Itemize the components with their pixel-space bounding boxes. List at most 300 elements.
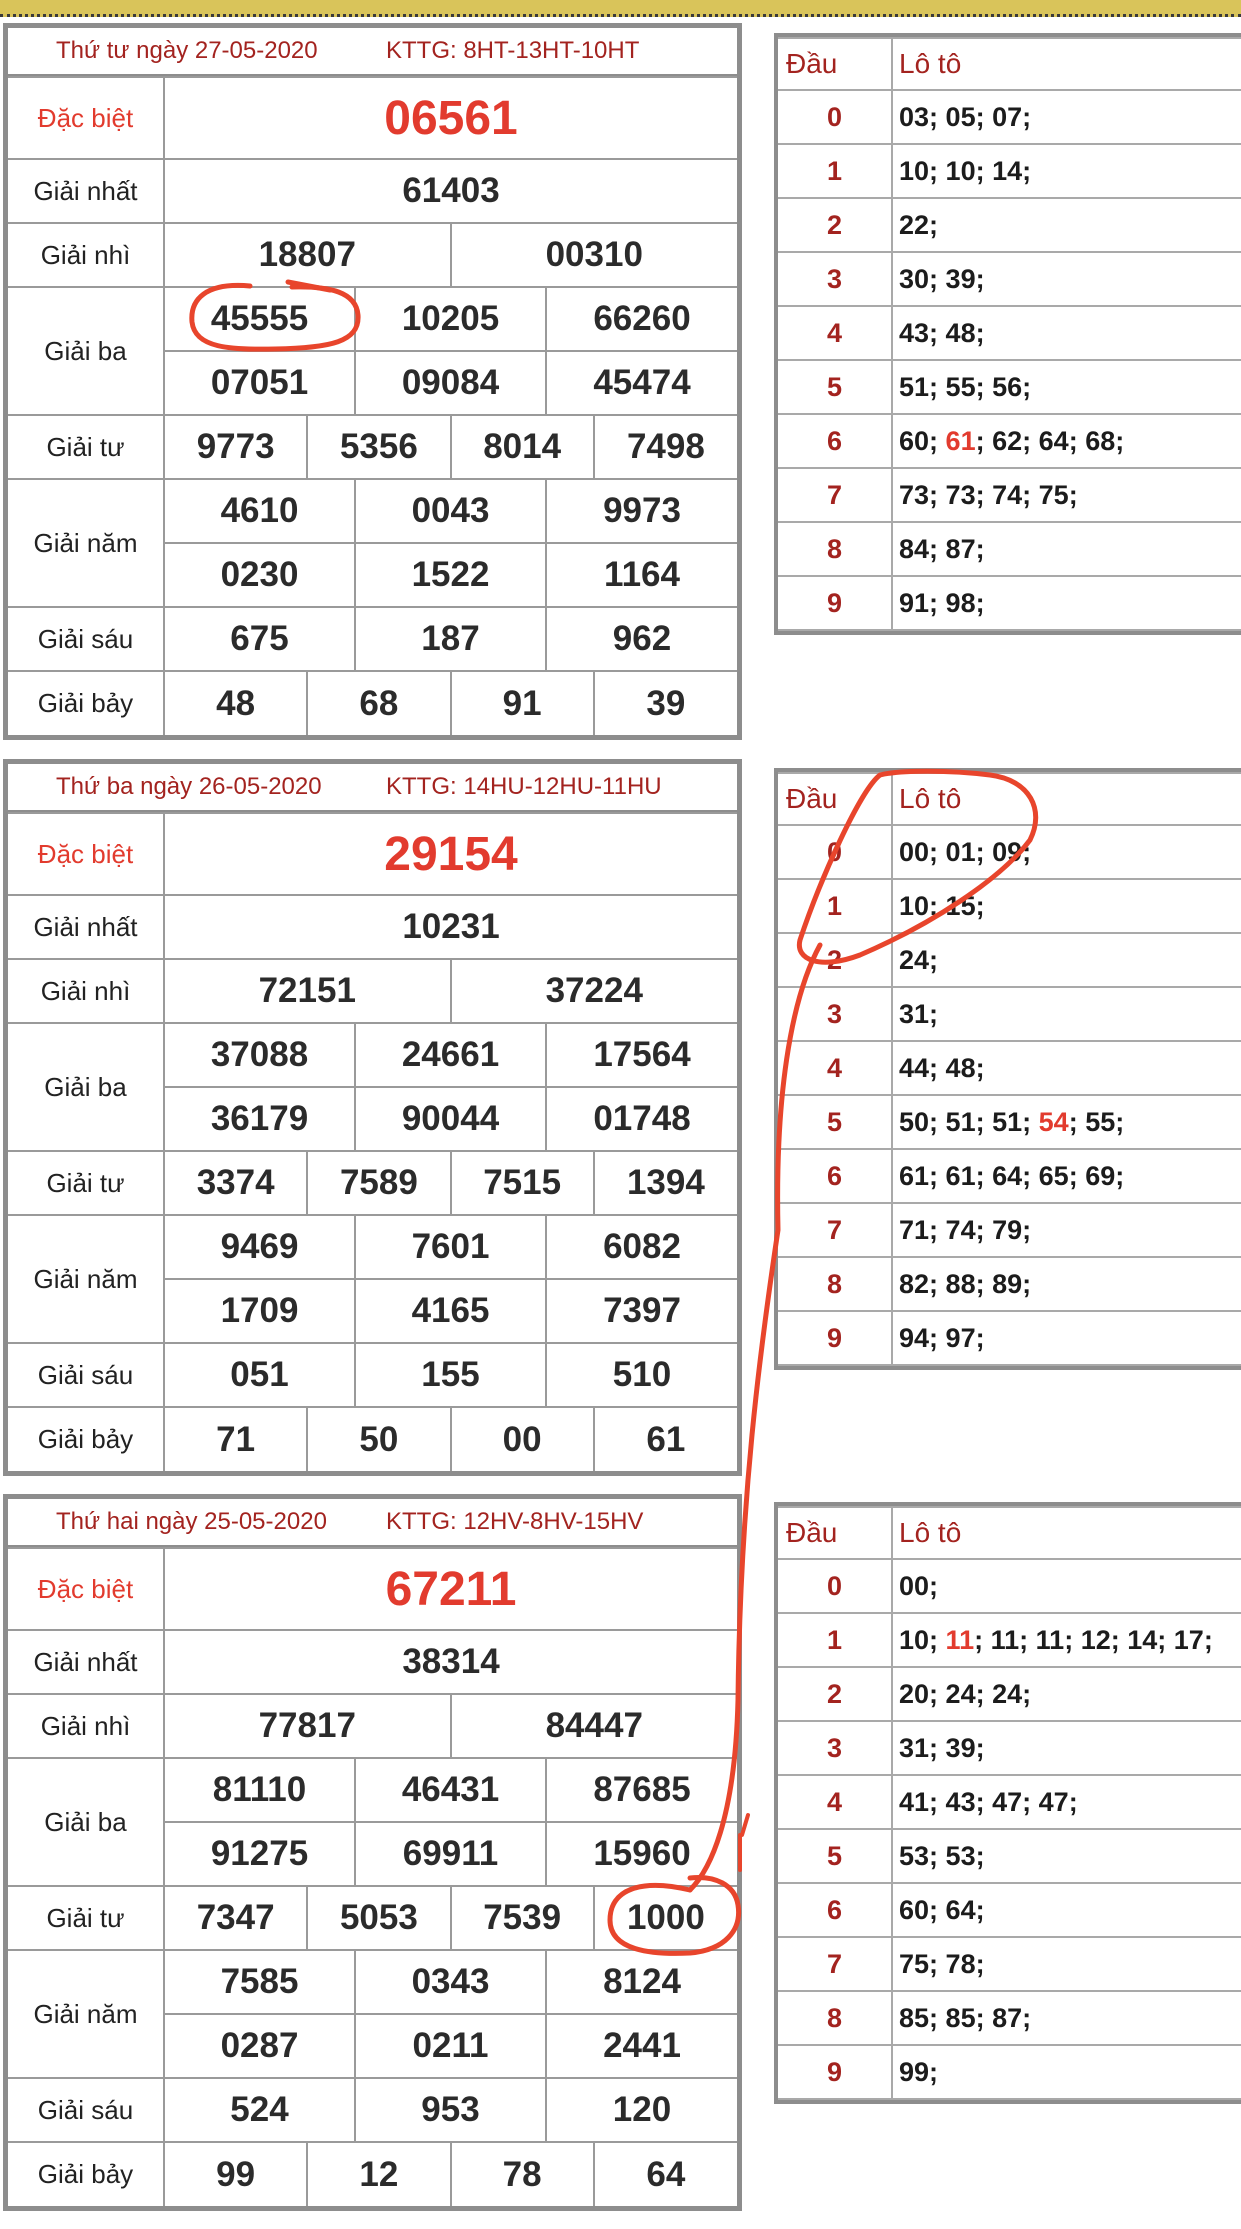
row-giai-sau xyxy=(8,2078,737,2142)
prize-giai-sau: 962 xyxy=(546,607,737,671)
prize-giai-sau: 524 xyxy=(164,2078,355,2142)
dau-header: Đầu xyxy=(778,1507,892,1559)
loto-number: 39 xyxy=(945,263,976,294)
loto-number: 01 xyxy=(945,836,976,867)
loto-number: 15 xyxy=(945,890,976,921)
loto-number: 87 xyxy=(945,533,976,564)
loto-numbers: 30; 39; xyxy=(892,252,1241,306)
label-giai-bay: Giải bảy xyxy=(8,2142,164,2206)
draw-date: Thứ hai ngày 25-05-2020 xyxy=(56,1508,327,1535)
prize-giai-ba: 87685 xyxy=(546,1758,737,1822)
row-giai-sau xyxy=(8,607,737,671)
dau-digit: 5 xyxy=(778,1095,892,1149)
loto-number: 24 xyxy=(899,944,930,975)
loto-number: 43 xyxy=(899,317,930,348)
prize-giai-nam: 0287 xyxy=(164,2014,355,2078)
prize-dac-biet: 67211 xyxy=(164,1548,737,1630)
loto-header-row xyxy=(778,38,1241,90)
label-giai-nhi: Giải nhì xyxy=(8,1694,164,1758)
dau-header: Đầu xyxy=(778,38,892,90)
label-giai-nhi: Giải nhì xyxy=(8,959,164,1023)
loto-number: 10 xyxy=(945,155,976,186)
loto-number: 53 xyxy=(945,1840,976,1871)
loto-numbers: 41; 43; 47; 47; xyxy=(892,1775,1241,1829)
loto-row xyxy=(778,1667,1241,1721)
dau-digit: 2 xyxy=(778,1667,892,1721)
loto-numbers: 31; xyxy=(892,987,1241,1041)
loto-number: 97 xyxy=(945,1322,976,1353)
dau-digit: 3 xyxy=(778,1721,892,1775)
loto-number: 17 xyxy=(1173,1624,1204,1655)
loto-number: 39 xyxy=(945,1732,976,1763)
loto-numbers: 43; 48; xyxy=(892,306,1241,360)
loto-number: 11 xyxy=(945,1624,975,1655)
prize-giai-sau: 120 xyxy=(546,2078,737,2142)
loto-row xyxy=(778,576,1241,630)
loto-numbers: 44; 48; xyxy=(892,1041,1241,1095)
loto-numbers: 10; 11; 11; 11; 12; 14; 17; xyxy=(892,1613,1241,1667)
prize-giai-tu: 7539 xyxy=(451,1886,594,1950)
loto-number: 44 xyxy=(899,1052,930,1083)
loto-number: 48 xyxy=(945,317,976,348)
loto-row xyxy=(778,1883,1241,1937)
prize-dac-biet: 29154 xyxy=(164,813,737,895)
prize-giai-nam: 4165 xyxy=(355,1279,546,1343)
loto-number: 78 xyxy=(945,1948,976,1979)
loto-row xyxy=(778,1149,1241,1203)
dau-digit: 9 xyxy=(778,2045,892,2099)
label-giai-bay: Giải bảy xyxy=(8,671,164,735)
loto-row xyxy=(778,987,1241,1041)
loto-numbers: 53; 53; xyxy=(892,1829,1241,1883)
loto-number: 88 xyxy=(945,1268,976,1299)
loto-number: 14 xyxy=(992,155,1023,186)
dau-digit: 5 xyxy=(778,360,892,414)
loto-number: 30 xyxy=(899,263,930,294)
prize-giai-nhat: 61403 xyxy=(164,159,737,223)
loto-number: 69 xyxy=(1085,1160,1116,1191)
label-giai-sau: Giải sáu xyxy=(8,2078,164,2142)
prize-giai-ba: 69911 xyxy=(355,1822,546,1886)
prize-giai-ba: 10205 xyxy=(355,287,546,351)
dau-digit: 6 xyxy=(778,1149,892,1203)
row-giai-ba xyxy=(8,1758,737,1822)
kttg-code: KTTG: 12HV-8HV-15HV xyxy=(386,1508,644,1535)
loto-numbers: 60; 64; xyxy=(892,1883,1241,1937)
prize-giai-bay: 71 xyxy=(164,1407,307,1471)
loto-row xyxy=(778,1721,1241,1775)
row-giai-tu xyxy=(8,1151,737,1215)
loto-numbers: 94; 97; xyxy=(892,1311,1241,1365)
loto-number: 73 xyxy=(899,479,930,510)
loto-number: 51 xyxy=(945,1106,976,1137)
prize-giai-nam: 0211 xyxy=(355,2014,546,2078)
loto-number: 14 xyxy=(1127,1624,1158,1655)
loto-row xyxy=(778,879,1241,933)
loto-numbers: 22; xyxy=(892,198,1241,252)
loto-header: Lô tô xyxy=(892,773,1241,825)
prize-giai-nam: 4610 xyxy=(164,479,355,543)
loto-number: 68 xyxy=(1085,425,1116,456)
loto-row xyxy=(778,1257,1241,1311)
loto-header-row xyxy=(778,773,1241,825)
loto-number: 61 xyxy=(945,425,976,456)
loto-header: Lô tô xyxy=(892,1507,1241,1559)
loto-number: 11 xyxy=(1035,1624,1065,1655)
prize-giai-ba: 01748 xyxy=(546,1087,737,1151)
prize-giai-nhi: 18807 xyxy=(164,223,451,287)
loto-number: 51 xyxy=(899,371,930,402)
prize-giai-nhi: 77817 xyxy=(164,1694,451,1758)
prize-giai-nam: 1522 xyxy=(355,543,546,607)
loto-table-day-1 xyxy=(774,33,1241,635)
loto-row xyxy=(778,1829,1241,1883)
results-table-day-3 xyxy=(3,1494,742,2211)
row-giai-nhi xyxy=(8,223,737,287)
dau-digit: 8 xyxy=(778,522,892,576)
label-giai-nam: Giải năm xyxy=(8,1215,164,1343)
loto-number: 20 xyxy=(899,1678,930,1709)
prize-giai-tu: 3374 xyxy=(164,1151,307,1215)
loto-number: 11 xyxy=(990,1624,1020,1655)
label-giai-ba: Giải ba xyxy=(8,1023,164,1151)
prize-giai-nam: 0343 xyxy=(355,1950,546,2014)
results-header xyxy=(8,28,737,76)
prize-giai-tu: 7515 xyxy=(451,1151,594,1215)
dau-digit: 7 xyxy=(778,468,892,522)
loto-number: 91 xyxy=(899,587,930,618)
loto-numbers: 73; 73; 74; 75; xyxy=(892,468,1241,522)
loto-numbers: 00; 01; 09; xyxy=(892,825,1241,879)
dau-digit: 2 xyxy=(778,198,892,252)
loto-number: 82 xyxy=(899,1268,930,1299)
loto-numbers: 50; 51; 51; 54; 55; xyxy=(892,1095,1241,1149)
prize-giai-ba: 46431 xyxy=(355,1758,546,1822)
loto-number: 47 xyxy=(992,1786,1023,1817)
loto-number: 79 xyxy=(992,1214,1023,1245)
loto-number: 55 xyxy=(945,371,976,402)
prize-giai-nhi: 00310 xyxy=(451,223,738,287)
loto-numbers: 60; 61; 62; 64; 68; xyxy=(892,414,1241,468)
prize-giai-ba: 24661 xyxy=(355,1023,546,1087)
results-header xyxy=(8,1499,737,1547)
prize-giai-ba: 09084 xyxy=(355,351,546,415)
loto-row xyxy=(778,252,1241,306)
prize-giai-ba: 15960 xyxy=(546,1822,737,1886)
loto-number: 24 xyxy=(992,1678,1023,1709)
prize-grid xyxy=(8,1547,737,2206)
prize-giai-nam: 7397 xyxy=(546,1279,737,1343)
prize-giai-ba: 91275 xyxy=(164,1822,355,1886)
label-giai-bay: Giải bảy xyxy=(8,1407,164,1471)
prize-giai-bay: 64 xyxy=(594,2142,737,2206)
loto-number: 60 xyxy=(899,1894,930,1925)
loto-number: 98 xyxy=(945,587,976,618)
row-giai-ba xyxy=(8,287,737,351)
dau-digit: 6 xyxy=(778,1883,892,1937)
prize-giai-bay: 68 xyxy=(307,671,450,735)
loto-number: 48 xyxy=(945,1052,976,1083)
kttg-code: KTTG: 14HU-12HU-11HU xyxy=(386,773,662,800)
prize-giai-ba: 81110 xyxy=(164,1758,355,1822)
loto-numbers: 84; 87; xyxy=(892,522,1241,576)
loto-row xyxy=(778,306,1241,360)
loto-number: 94 xyxy=(899,1322,930,1353)
loto-row xyxy=(778,1991,1241,2045)
loto-number: 55 xyxy=(1085,1106,1116,1137)
prize-grid xyxy=(8,76,737,735)
row-giai-tu xyxy=(8,415,737,479)
loto-numbers: 91; 98; xyxy=(892,576,1241,630)
label-giai-nhi: Giải nhì xyxy=(8,223,164,287)
loto-number: 50 xyxy=(899,1106,930,1137)
dau-digit: 4 xyxy=(778,306,892,360)
loto-number: 10 xyxy=(899,155,930,186)
loto-number: 31 xyxy=(899,1732,930,1763)
loto-row xyxy=(778,1095,1241,1149)
label-giai-nam: Giải năm xyxy=(8,1950,164,2078)
label-dac-biet: Đặc biệt xyxy=(8,813,164,895)
loto-numbers: 71; 74; 79; xyxy=(892,1203,1241,1257)
dau-digit: 5 xyxy=(778,1829,892,1883)
label-giai-ba: Giải ba xyxy=(8,1758,164,1886)
prize-giai-tu: 9773 xyxy=(164,415,307,479)
prize-giai-nhat: 38314 xyxy=(164,1630,737,1694)
loto-number: 61 xyxy=(945,1160,976,1191)
dau-digit: 7 xyxy=(778,1937,892,1991)
label-giai-sau: Giải sáu xyxy=(8,1343,164,1407)
loto-row xyxy=(778,468,1241,522)
row-giai-nhat xyxy=(8,159,737,223)
label-giai-tu: Giải tư xyxy=(8,415,164,479)
label-giai-nhat: Giải nhất xyxy=(8,1630,164,1694)
loto-number: 73 xyxy=(945,479,976,510)
row-giai-bay xyxy=(8,2142,737,2206)
prize-giai-nam: 9973 xyxy=(546,479,737,543)
loto-number: 12 xyxy=(1080,1624,1111,1655)
loto-numbers: 61; 61; 64; 65; 69; xyxy=(892,1149,1241,1203)
prize-giai-nam: 1164 xyxy=(546,543,737,607)
loto-row xyxy=(778,90,1241,144)
loto-number: 51 xyxy=(992,1106,1023,1137)
label-giai-tu: Giải tư xyxy=(8,1151,164,1215)
loto-number: 62 xyxy=(992,425,1023,456)
row-giai-ba xyxy=(8,1023,737,1087)
loto-table-day-2 xyxy=(774,768,1241,1370)
loto-number: 64 xyxy=(945,1894,976,1925)
label-giai-nhat: Giải nhất xyxy=(8,895,164,959)
loto-number: 10 xyxy=(899,1624,930,1655)
loto-row xyxy=(778,933,1241,987)
row-giai-bay xyxy=(8,671,737,735)
prize-giai-tu: 7347 xyxy=(164,1886,307,1950)
loto-row xyxy=(778,1311,1241,1365)
loto-table-day-3 xyxy=(774,1502,1241,2104)
loto-number: 31 xyxy=(899,998,930,1029)
loto-number: 47 xyxy=(1038,1786,1069,1817)
prize-giai-nhat: 10231 xyxy=(164,895,737,959)
dau-digit: 1 xyxy=(778,1613,892,1667)
prize-giai-bay: 12 xyxy=(307,2142,450,2206)
label-giai-sau: Giải sáu xyxy=(8,607,164,671)
loto-row xyxy=(778,198,1241,252)
prize-giai-tu: 1394 xyxy=(594,1151,737,1215)
loto-row xyxy=(778,522,1241,576)
label-giai-nam: Giải năm xyxy=(8,479,164,607)
prize-giai-tu: 1000 xyxy=(594,1886,737,1950)
loto-header: Lô tô xyxy=(892,38,1241,90)
prize-giai-nam: 7601 xyxy=(355,1215,546,1279)
prize-giai-tu: 5053 xyxy=(307,1886,450,1950)
loto-numbers: 85; 85; 87; xyxy=(892,1991,1241,2045)
prize-giai-nhi: 72151 xyxy=(164,959,451,1023)
prize-giai-bay: 00 xyxy=(451,1407,594,1471)
loto-number: 85 xyxy=(945,2002,976,2033)
prize-giai-ba: 36179 xyxy=(164,1087,355,1151)
loto-number: 56 xyxy=(992,371,1023,402)
loto-numbers: 75; 78; xyxy=(892,1937,1241,1991)
prize-giai-ba: 37088 xyxy=(164,1023,355,1087)
prize-giai-ba: 45474 xyxy=(546,351,737,415)
prize-giai-ba: 17564 xyxy=(546,1023,737,1087)
prize-giai-tu: 5356 xyxy=(307,415,450,479)
loto-numbers: 03; 05; 07; xyxy=(892,90,1241,144)
loto-number: 22 xyxy=(899,209,930,240)
prize-giai-bay: 99 xyxy=(164,2142,307,2206)
loto-row xyxy=(778,1937,1241,1991)
prize-giai-sau: 187 xyxy=(355,607,546,671)
loto-number: 75 xyxy=(899,1948,930,1979)
row-giai-tu xyxy=(8,1886,737,1950)
prize-giai-nam: 6082 xyxy=(546,1215,737,1279)
prize-giai-nam: 0230 xyxy=(164,543,355,607)
prize-giai-tu: 7498 xyxy=(594,415,737,479)
loto-number: 64 xyxy=(992,1160,1023,1191)
prize-giai-nam: 2441 xyxy=(546,2014,737,2078)
loto-row xyxy=(778,1775,1241,1829)
prize-giai-sau: 510 xyxy=(546,1343,737,1407)
row-giai-nam xyxy=(8,1950,737,2014)
loto-numbers: 10; 15; xyxy=(892,879,1241,933)
loto-number: 03 xyxy=(899,101,930,132)
results-header xyxy=(8,764,737,812)
loto-number: 09 xyxy=(992,836,1023,867)
row-giai-nam xyxy=(8,479,737,543)
prize-giai-nam: 0043 xyxy=(355,479,546,543)
dau-digit: 1 xyxy=(778,144,892,198)
dau-digit: 9 xyxy=(778,1311,892,1365)
prize-giai-nhi: 37224 xyxy=(451,959,738,1023)
prize-giai-ba: 66260 xyxy=(546,287,737,351)
loto-numbers: 31; 39; xyxy=(892,1721,1241,1775)
prize-giai-bay: 78 xyxy=(451,2142,594,2206)
loto-header-row xyxy=(778,1507,1241,1559)
dau-digit: 4 xyxy=(778,1041,892,1095)
loto-number: 89 xyxy=(992,1268,1023,1299)
loto-numbers: 20; 24; 24; xyxy=(892,1667,1241,1721)
loto-number: 75 xyxy=(1038,479,1069,510)
loto-row xyxy=(778,1041,1241,1095)
row-giai-nam xyxy=(8,1215,737,1279)
loto-numbers: 24; xyxy=(892,933,1241,987)
row-giai-bay xyxy=(8,1407,737,1471)
label-giai-nhat: Giải nhất xyxy=(8,159,164,223)
loto-row xyxy=(778,2045,1241,2099)
row-dac-biet xyxy=(8,77,737,159)
dau-digit: 1 xyxy=(778,879,892,933)
prize-giai-nam: 7585 xyxy=(164,1950,355,2014)
loto-row xyxy=(778,144,1241,198)
loto-numbers: 10; 10; 14; xyxy=(892,144,1241,198)
dau-digit: 3 xyxy=(778,252,892,306)
prize-giai-sau: 051 xyxy=(164,1343,355,1407)
loto-number: 65 xyxy=(1038,1160,1069,1191)
loto-number: 74 xyxy=(992,479,1023,510)
dau-digit: 9 xyxy=(778,576,892,630)
loto-numbers: 00; xyxy=(892,1559,1241,1613)
dau-digit: 2 xyxy=(778,933,892,987)
loto-number: 60 xyxy=(899,425,930,456)
loto-numbers: 99; xyxy=(892,2045,1241,2099)
dau-digit: 0 xyxy=(778,1559,892,1613)
dau-digit: 6 xyxy=(778,414,892,468)
row-giai-sau xyxy=(8,1343,737,1407)
dau-digit: 3 xyxy=(778,987,892,1041)
label-dac-biet: Đặc biệt xyxy=(8,1548,164,1630)
loto-number: 07 xyxy=(992,101,1023,132)
loto-number: 05 xyxy=(945,101,976,132)
loto-row xyxy=(778,414,1241,468)
loto-number: 99 xyxy=(899,2056,930,2087)
loto-row xyxy=(778,825,1241,879)
dau-header: Đầu xyxy=(778,773,892,825)
loto-number: 00 xyxy=(899,1570,930,1601)
prize-grid xyxy=(8,812,737,1471)
dau-digit: 8 xyxy=(778,1257,892,1311)
loto-number: 53 xyxy=(899,1840,930,1871)
prize-giai-sau: 675 xyxy=(164,607,355,671)
prize-giai-bay: 61 xyxy=(594,1407,737,1471)
loto-number: 85 xyxy=(899,2002,930,2033)
row-dac-biet xyxy=(8,1548,737,1630)
dau-digit: 7 xyxy=(778,1203,892,1257)
prize-giai-ba: 90044 xyxy=(355,1087,546,1151)
loto-number: 00 xyxy=(899,836,930,867)
loto-row xyxy=(778,1559,1241,1613)
prize-giai-tu: 8014 xyxy=(451,415,594,479)
dau-digit: 4 xyxy=(778,1775,892,1829)
prize-giai-nhi: 84447 xyxy=(451,1694,738,1758)
label-dac-biet: Đặc biệt xyxy=(8,77,164,159)
prize-giai-ba: 07051 xyxy=(164,351,355,415)
results-table-day-1 xyxy=(3,23,742,740)
dau-digit: 0 xyxy=(778,825,892,879)
label-giai-ba: Giải ba xyxy=(8,287,164,415)
prize-giai-ba: 45555 xyxy=(164,287,355,351)
row-giai-nhat xyxy=(8,895,737,959)
loto-numbers: 82; 88; 89; xyxy=(892,1257,1241,1311)
prize-giai-bay: 50 xyxy=(307,1407,450,1471)
loto-number: 71 xyxy=(899,1214,930,1245)
loto-number: 74 xyxy=(945,1214,976,1245)
prize-giai-sau: 953 xyxy=(355,2078,546,2142)
loto-number: 64 xyxy=(1038,425,1069,456)
results-table-day-2 xyxy=(3,759,742,1476)
loto-row xyxy=(778,360,1241,414)
dau-digit: 0 xyxy=(778,90,892,144)
row-giai-nhi xyxy=(8,1694,737,1758)
kttg-code: KTTG: 8HT-13HT-10HT xyxy=(386,37,640,64)
